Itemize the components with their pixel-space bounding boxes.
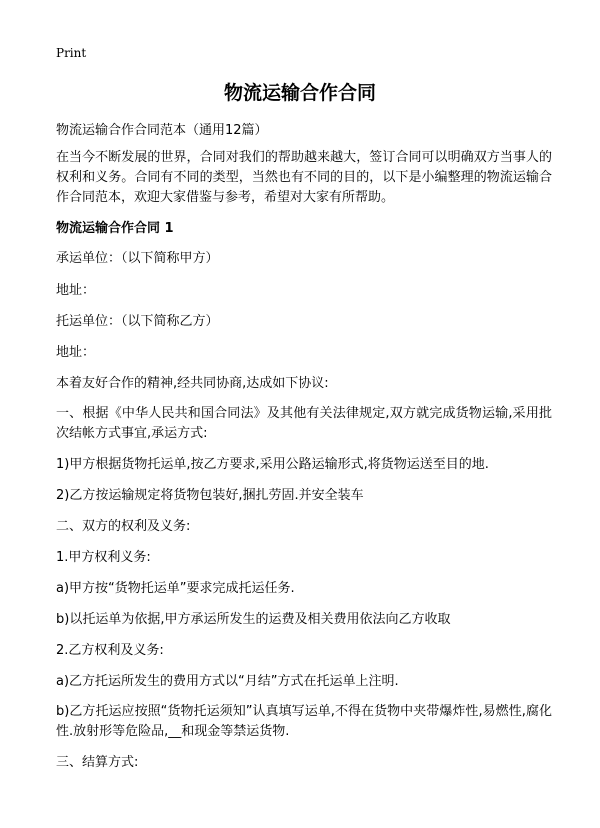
agreement-intro-line: 本着友好合作的精神,经共同协商,达成如下协议: bbox=[56, 376, 329, 391]
carrier-address-line: 地址： bbox=[56, 283, 96, 298]
clause-one-paragraph: 一、根据《中华人民共和国合同法》及其他有关法律规定,双方就完成货物运输,采用批次结帐方式事宜,承运方式: bbox=[56, 406, 552, 441]
party-a-rights-heading: 1.甲方权利义务: bbox=[56, 550, 151, 565]
print-link[interactable]: Print bbox=[56, 46, 87, 60]
document-title: 物流运输合作合同 bbox=[223, 82, 376, 104]
clause-three-heading: 三、结算方式: bbox=[56, 755, 139, 770]
shipper-unit-line: 托运单位：（以下简称乙方） bbox=[56, 314, 219, 329]
party-b-item-a: a)乙方托运所发生的费用方式以“月结”方式在托运单上注明. bbox=[56, 674, 399, 689]
section-heading: 物流运输合作合同 1 bbox=[56, 221, 174, 236]
party-b-item-b: b)乙方托运应按照“货物托运须知”认真填写运单,不得在货物中夹带爆炸性,易燃性,腐化性.放射形等危险品,__和现金等禁运货物. bbox=[56, 704, 552, 739]
document-subtitle: 物流运输合作合同范本（通用12篇） bbox=[56, 123, 268, 138]
clause-one-item-1: 1)甲方根据货物托运单,按乙方要求,采用公路运输形式,将货物运送至目的地. bbox=[56, 457, 489, 472]
clause-two-heading: 二、双方的权利及义务: bbox=[56, 519, 191, 534]
carrier-unit-line: 承运单位：（以下简称甲方） bbox=[56, 251, 219, 266]
party-b-rights-heading: 2.乙方权利及义务: bbox=[56, 643, 164, 658]
shipper-address-line: 地址： bbox=[56, 345, 96, 360]
clause-one-item-2: 2)乙方按运输规定将货物包装好,捆扎劳固.并安全装车 bbox=[56, 488, 364, 503]
intro-paragraph: 在当今不断发展的世界，合同对我们的帮助越来越大，签订合同可以明确双方当事人的权利和义务。合同有不同的类型，当然也有不同的目的，以下是小编整理的物流运输合作合同范本，欢迎大家借鉴与参考，希望对大家有所帮助。 bbox=[56, 150, 552, 205]
party-a-item-a: a)甲方按“货物托运单”要求完成托运任务. bbox=[56, 581, 295, 596]
party-a-item-b: b)以托运单为依据,甲方承运所发生的运费及相关费用依法向乙方收取 bbox=[56, 612, 451, 627]
